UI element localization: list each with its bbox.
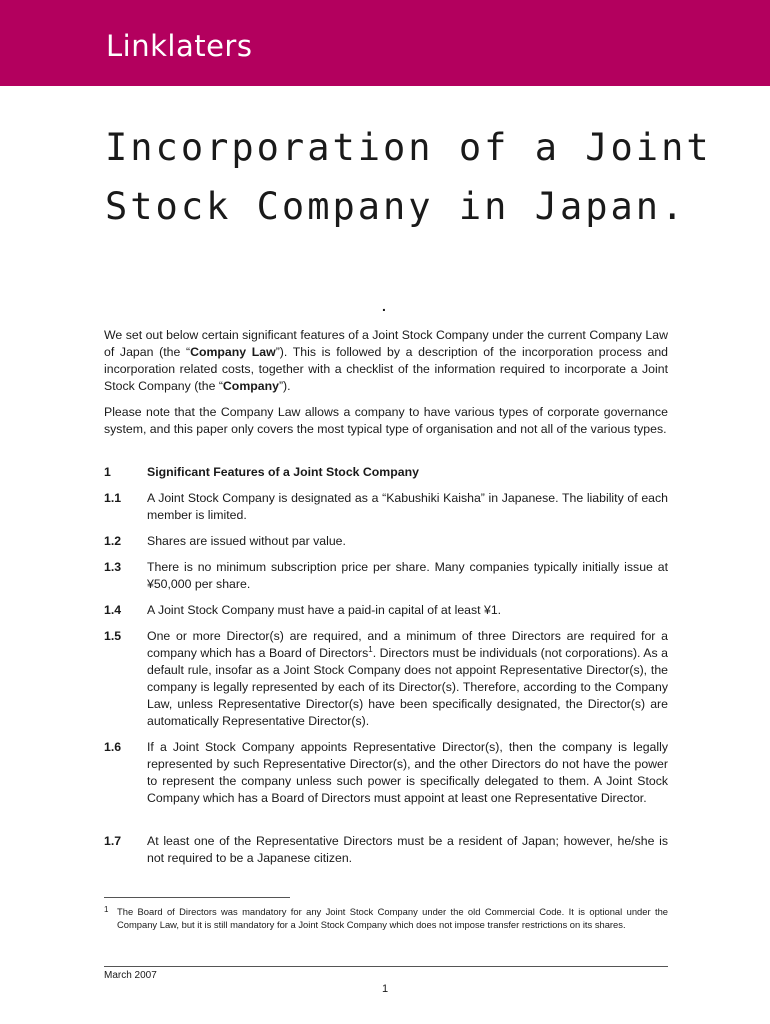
item-number: 1.3 [104,560,122,574]
footer-divider [104,966,668,967]
separator-dot: . [382,298,386,314]
defined-term-company-law: Company Law [190,345,276,359]
footnote-mark: 1 [104,905,109,914]
item-text: A Joint Stock Company must have a paid-in capital of at least ¥1. [147,603,502,617]
item-text: Shares are issued without par value. [147,534,346,548]
item-number: 1.5 [104,629,122,643]
linklaters-logo: Linklaters [106,29,253,63]
intro-p1-part-b: ”). This is followed by a description of the incorporation process and incorporation related costs, together with a checklist of the information required to incorporate a Joint Stock Company (the “ [104,345,668,393]
defined-term-company: Company [222,379,279,393]
item-text: At least one of the Representative Directors must be a resident of Japan; however, he/she is not required to be a Japanese citizen. [147,834,668,865]
item-number: 1.4 [104,603,122,617]
footer-date: March 2007 [104,970,157,981]
item-text: A Joint Stock Company is designated as a “Kabushiki Kaisha” in Japanese. The liability of each member is limited. [147,491,668,522]
intro-paragraph-2: Please note that the Company Law allows a company to have various types of corporate governance system, and this paper only covers the most typical type of organisation and not all of the various types. [104,405,668,436]
item-number: 1.2 [104,534,122,548]
item-number: 1.7 [104,834,122,848]
intro-p1-part-a: We set out below certain significant features of a Joint Stock Company under the current Company Law of Japan (the “ [104,328,668,359]
item-text-part-b: . Directors must be individuals (not corporations). As a default rule, insofar as a Joint Stock Company does not appoint Representative Director(s), the company is legally represented by each of its Director(s). Therefore, according to the Company Law, unless Representative Director(s) have been specifically designated, the Director(s) are automatically Representative Director(s). [147,646,668,728]
item-text: There is no minimum subscription price per share. Many companies typically initially issue at ¥50,000 per share. [147,560,668,591]
page-number: 1 [381,983,389,995]
document-title: Incorporation of a Joint Stock Company in Japan. [105,126,712,228]
footnote-divider [104,897,290,898]
intro-paragraph-1 [104,327,668,395]
item-number: 1.1 [104,491,122,505]
header-band [0,0,770,86]
section-number: 1 [104,465,111,479]
item-text-part-a: One or more Director(s) are required, and a minimum of three Directors are required for a company which has a Board of Directors [147,629,668,660]
item-text [147,628,668,730]
footnote-text: The Board of Directors was mandatory for any Joint Stock Company under the old Commercial Code. It is optional under the Company Law, but it is still mandatory for a Joint Stock Company which does not impose transfer restrictions on its shares. [117,906,668,930]
intro-p1-part-c: ”). [278,379,291,393]
section-heading: Significant Features of a Joint Stock Company [147,465,419,479]
footnote-reference[interactable]: 1 [368,644,373,654]
item-text: If a Joint Stock Company appoints Representative Director(s), then the company is legally represented by such Representative Director(s), and the other Directors do not have the power to represent the company unless such power is specifically delegated to them. A Joint Stock Company which has a Board of Directors must appoint at least one Representative Director. [147,740,668,805]
item-number: 1.6 [104,740,122,754]
